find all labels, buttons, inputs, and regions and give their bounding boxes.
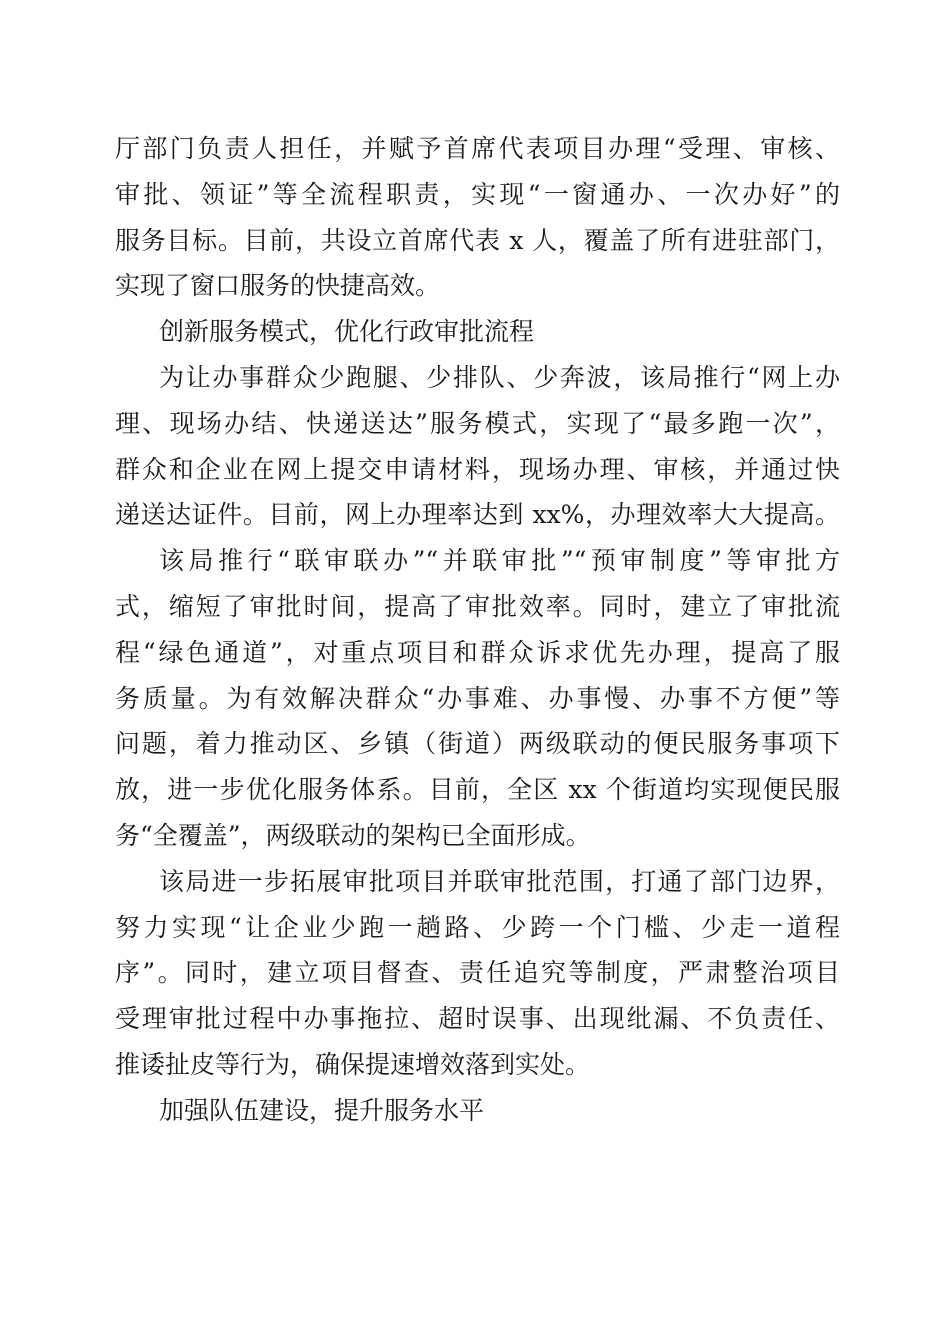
text-line: 服务目标。目前，共设立首席代表 x 人，覆盖了所有进驻部门， — [115, 225, 840, 255]
text-line: 为让办事群众少跑腿、少排队、少奔波，该局推行“网上办 — [159, 362, 840, 392]
text-line: 厅部门负责人担任，并赋予首席代表项目办理“受理、审核、 — [115, 134, 840, 163]
text-line: 创新服务模式，优化行政审批流程 — [159, 317, 535, 347]
text-line: 审批、领证”等全流程职责，实现“一窗通办、一次办好”的 — [115, 179, 840, 209]
text-line: 理、现场办结、快递送达”服务模式，实现了“最多跑一次”， — [115, 408, 840, 438]
text-line: 务“全覆盖”，两级联动的架构已全面形成。 — [115, 820, 591, 850]
text-line: 程“绿色通道”，对重点项目和群众诉求优先办理，提高了服 — [115, 637, 840, 667]
text-line: 该局推行“联审联办”“并联审批”“预审制度”等审批方 — [159, 546, 840, 576]
text-line: 实现了窗口服务的快捷高效。 — [115, 271, 441, 301]
text-line: 加强队伍建设，提升服务水平 — [159, 1095, 485, 1125]
text-line: 群众和企业在网上提交申请材料，现场办理、审核，并通过快 — [115, 454, 840, 484]
text-line: 式，缩短了审批时间，提高了审批效率。同时，建立了审批流 — [115, 591, 840, 621]
text-line: 递送达证件。目前，网上办理率达到 xx%，办理效率大大提高。 — [115, 500, 840, 530]
text-line: 序”。同时，建立项目督查、责任追究等制度，严肃整治项目 — [115, 958, 840, 988]
text-line: 推诿扯皮等行为，确保提速增效落到实处。 — [115, 1049, 591, 1079]
text-line: 努力实现“让企业少跑一趟路、少跨一个门槛、少走一道程 — [115, 912, 840, 942]
text-line: 放，进一步优化服务体系。目前，全区 xx 个街道均实现便民服 — [115, 775, 840, 805]
text-line: 该局进一步拓展审批项目并联审批范围，打通了部门边界， — [159, 866, 840, 896]
text-line: 受理审批过程中办事拖拉、超时误事、出现纰漏、不负责任、 — [115, 1004, 840, 1034]
document-body — [115, 126, 840, 1134]
text-line: 问题，着力推动区、乡镇（街道）两级联动的便民服务事项下 — [115, 729, 840, 759]
text-line: 务质量。为有效解决群众“办事难、办事慢、办事不方便”等 — [115, 683, 840, 713]
